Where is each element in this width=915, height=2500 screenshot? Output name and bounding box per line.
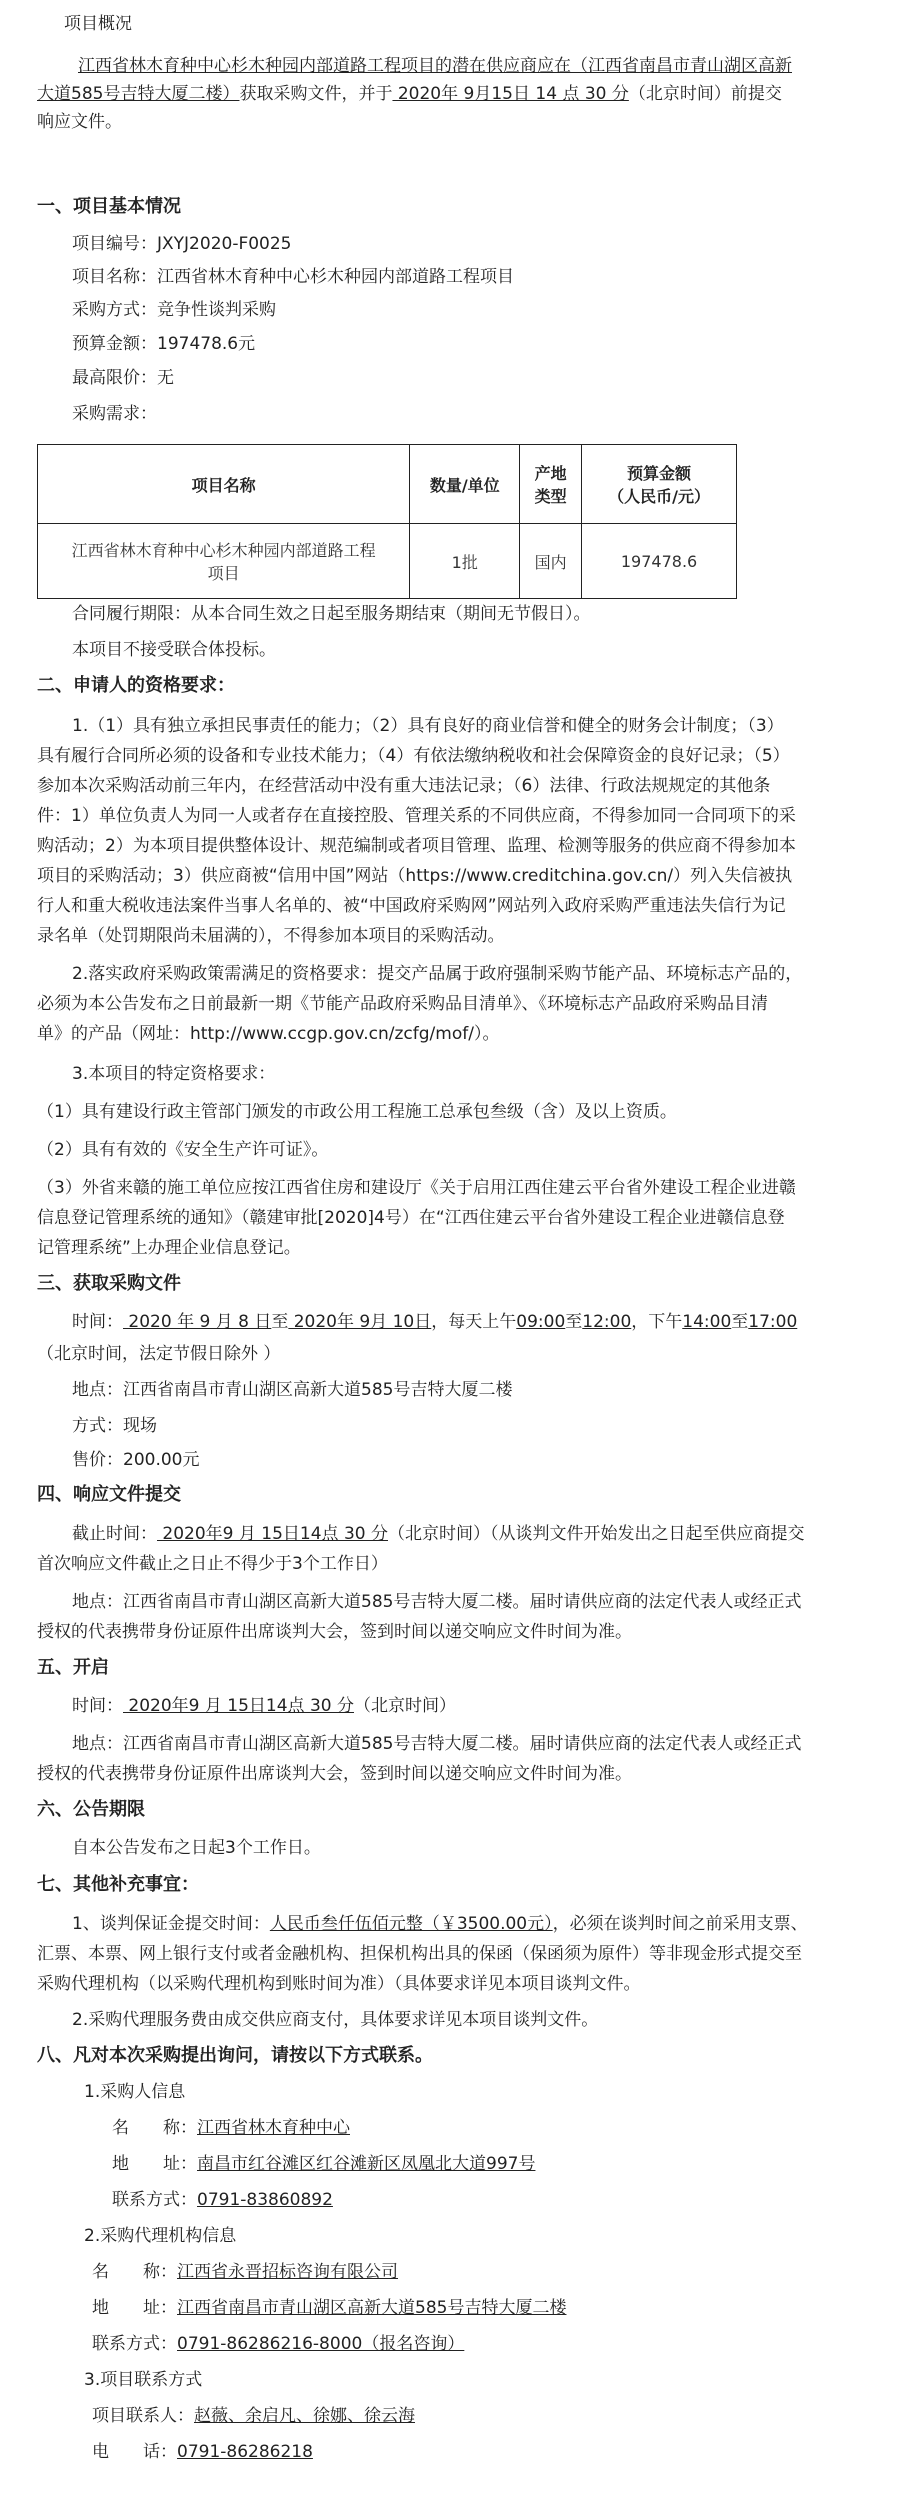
submit-place-l2: 授权的代表携带身份证原件出席谈判大会，签到时间以递交响应文件时间为准。 [37, 1622, 632, 1642]
overview-line-2 [37, 82, 782, 106]
agent-phone [92, 2332, 464, 2356]
obtain-am-start: 09:00 [516, 1312, 566, 1332]
header-origin-l1: 产地 [534, 464, 567, 483]
obtain-pm-start: 14:00 [682, 1312, 732, 1332]
obtain-pm-label: ，下午 [631, 1312, 683, 1332]
agent-name-label: 名 称： [92, 2262, 177, 2282]
section-7-heading: 七、其他补充事宜： [37, 1874, 199, 1895]
overview-deadline: 2020年 9月15日 14 点 30 分 [392, 84, 629, 104]
deposit-l3: 采购代理机构（以采购代理机构到账时间为准）（具体要求详见本项目谈判文件。 [37, 1974, 641, 1994]
qual-p1-l2: 具有履行合同所必须的设备和专业技术能力；（4）有依法缴纳税收和社会保障资金的良好记录；（5） [37, 746, 790, 766]
contact-title: 3.项目联系方式 [84, 2370, 203, 2390]
buyer-address [112, 2152, 535, 2176]
header-quantity: 数量/单位 [410, 445, 520, 524]
obtain-price: 售价：200.00元 [72, 1450, 200, 1470]
section-4-heading: 四、响应文件提交 [37, 1484, 181, 1505]
cell-project-name-l1: 江西省林木育种中心杉木种园内部道路工程 [71, 541, 376, 560]
open-time-label: 时间： [72, 1696, 123, 1716]
qual-p1-l1: 1.（1）具有独立承担民事责任的能力；（2）具有良好的商业信誉和健全的财务会计制度；（3） [72, 716, 784, 736]
buyer-phone [112, 2188, 333, 2212]
obtain-to-1: 至 [271, 1312, 289, 1332]
agent-phone-value: 0791-86286216-8000（报名咨询） [177, 2334, 465, 2354]
open-time [72, 1694, 456, 1718]
open-place-l2: 授权的代表携带身份证原件出席谈判大会，签到时间以递交响应文件时间为准。 [37, 1764, 632, 1784]
qual-p1-l3: 参加本次采购活动前三年内，在经营活动中没有重大违法记录；（6）法律、行政法规规定的其他条 [37, 776, 771, 796]
submit-deadline-label: 截止时间： [72, 1524, 157, 1544]
buyer-name [112, 2116, 350, 2140]
qual-p3: 3.本项目的特定资格要求： [72, 1064, 276, 1084]
contact-phone-label: 电 话： [92, 2442, 177, 2462]
cell-quantity: 1批 [410, 524, 520, 599]
cell-budget: 197478.6 [582, 524, 737, 599]
obtain-to-2: 至 [565, 1312, 583, 1332]
cell-origin: 国内 [520, 524, 582, 599]
obtain-start-date: 2020 年 9 月 8 日 [123, 1312, 272, 1332]
header-budget [582, 445, 737, 524]
qual-p3-1: （1）具有建设行政主管部门颁发的市政公用工程施工总承包叁级（含）及以上资质。 [37, 1102, 677, 1122]
section-5-heading: 五、开启 [37, 1657, 109, 1678]
qual-p2-l2: 必须为本公告发布之日前最新一期《节能产品政府采购品目清单》、《环境标志产品政府采购品目清 [37, 994, 768, 1014]
section-2-heading: 二、申请人的资格要求： [37, 675, 235, 696]
requirements-table [37, 444, 737, 599]
deposit-label: 1、谈判保证金提交时间： [72, 1914, 270, 1934]
qual-p3-3-l3: 记管理系统”上办理企业信息登记。 [37, 1238, 301, 1258]
buyer-name-value: 江西省林木育种中心 [197, 2118, 350, 2138]
agent-name [92, 2260, 398, 2284]
contact-person-value: 赵薇、余启凡、徐娜、徐云海 [194, 2406, 415, 2426]
open-place-l1: 地点：江西省南昌市青山湖区高新大道585号吉特大厦二楼。届时请供应商的法定代表人或经正式 [72, 1734, 802, 1754]
qual-p3-3-l2: 信息登记管理系统的通知》（赣建审批[2020]4号）在“江西住建云平台省外建设工程企业进赣信息登 [37, 1208, 785, 1228]
overview-text: 获取采购文件，并于 [239, 84, 393, 104]
contact-phone [92, 2440, 313, 2464]
agent-title: 2.采购代理机构信息 [84, 2226, 237, 2246]
submit-deadline-l2: 首次响应文件截止之日止不得少于3个工作日） [37, 1554, 388, 1574]
contact-person-label: 项目联系人： [92, 2406, 194, 2426]
contact-person [92, 2404, 415, 2428]
section-1-heading: 一、项目基本情况 [37, 196, 181, 217]
obtain-time [72, 1310, 797, 1334]
procurement-method: 采购方式：竞争性谈判采购 [72, 300, 276, 320]
qual-p1-l5: 购活动；2）为本项目提供整体设计、规范编制或者项目管理、监理、检测等服务的供应商不得参加本 [37, 836, 796, 856]
qual-p1-l8: 录名单（处罚期限尚未届满的），不得参加本项目的采购活动。 [37, 926, 505, 946]
deposit-amount: 人民币叁仟伍佰元整（￥3500.00元） [269, 1914, 553, 1934]
procurement-needs: 采购需求： [72, 404, 157, 424]
budget-amount: 预算金额：197478.6元 [72, 334, 256, 354]
buyer-title: 1.采购人信息 [84, 2082, 186, 2102]
qual-p3-3-l1: （3）外省来赣的施工单位应按江西省住房和建设厅《关于启用江西住建云平台省外建设工程企业进赣 [37, 1178, 796, 1198]
overview-line-1: 江西省林木育种中心杉木种园内部道路工程项目的潜在供应商应在（江西省南昌市青山湖区高新 [78, 56, 792, 76]
buyer-phone-value: 0791-83860892 [197, 2190, 333, 2210]
buyer-phone-label: 联系方式： [112, 2190, 197, 2210]
obtain-mode: 方式：现场 [72, 1416, 157, 1436]
submit-place-l1: 地点：江西省南昌市青山湖区高新大道585号吉特大厦二楼。届时请供应商的法定代表人或经正式 [72, 1592, 802, 1612]
overview-line-3: 响应文件。 [37, 112, 122, 132]
obtain-time-note: （北京时间，法定节假日除外 ） [37, 1344, 281, 1364]
obtain-place: 地点：江西省南昌市青山湖区高新大道585号吉特大厦二楼 [72, 1380, 513, 1400]
agent-phone-label: 联系方式： [92, 2334, 177, 2354]
project-name: 项目名称：江西省林木育种中心杉木种园内部道路工程项目 [72, 267, 514, 287]
submit-deadline-note: （北京时间）（从谈判文件开始发出之日起至供应商提交 [388, 1524, 805, 1544]
qual-p1-l4: 件：1）单位负责人为同一人或者存在直接控股、管理关系的不同供应商，不得参加同一合同项下的采 [37, 806, 796, 826]
submit-deadline-time: 2020年9 月 15日14点 30 分 [157, 1524, 388, 1544]
obtain-to-3: 至 [731, 1312, 749, 1332]
qual-p2-l1: 2.落实政府采购政策需满足的资格要求：提交产品属于政府强制采购节能产品、环境标志产品的， [72, 964, 803, 984]
service-fee: 2.采购代理服务费由成交供应商支付，具体要求详见本项目谈判文件。 [72, 2010, 599, 2030]
notice-period: 自本公告发布之日起3个工作日。 [72, 1838, 321, 1858]
no-consortium: 本项目不接受联合体投标。 [72, 640, 276, 660]
qual-p1-l7: 行人和重大税收违法案件当事人名单的、被“中国政府采购网”网站列入政府采购严重违法失信行为记 [37, 896, 786, 916]
open-time-value: 2020年9 月 15日14点 30 分 [123, 1696, 354, 1716]
submit-deadline [72, 1522, 805, 1546]
header-project-name: 项目名称 [38, 445, 410, 524]
header-budget-l2: （人民币/元） [608, 487, 710, 506]
obtain-time-label: 时间： [72, 1312, 123, 1332]
overview-title: 项目概况 [64, 14, 132, 34]
header-budget-l1: 预算金额 [627, 464, 692, 483]
contact-phone-value: 0791-86286218 [177, 2442, 313, 2462]
qual-p1-l6: 项目的采购活动；3）供应商被“信用中国”网站（https://www.creditchina.gov.cn/）列入失信被执 [37, 866, 793, 886]
project-number: 项目编号：JXYJ2020-F0025 [72, 234, 292, 254]
section-3-heading: 三、获取采购文件 [37, 1273, 181, 1294]
obtain-pm-end: 17:00 [748, 1312, 798, 1332]
max-price: 最高限价：无 [72, 368, 174, 388]
header-origin [520, 445, 582, 524]
open-time-zone: （北京时间） [354, 1696, 456, 1716]
overview-text-2: （北京时间）前提交 [628, 84, 782, 104]
deposit-text: ，必须在谈判时间之前采用支票、 [552, 1914, 808, 1934]
buyer-address-label: 地 址： [112, 2154, 197, 2174]
section-8-heading: 八、凡对本次采购提出询问，请按以下方式联系。 [37, 2045, 433, 2066]
obtain-end-date: 2020年 9月 10日 [288, 1312, 432, 1332]
agent-address-value: 江西省南昌市青山湖区高新大道585号吉特大厦二楼 [177, 2298, 567, 2318]
agent-address-label: 地 址： [92, 2298, 177, 2318]
qual-p3-2: （2）具有有效的《安全生产许可证》。 [37, 1140, 329, 1160]
contract-period: 合同履行期限：从本合同生效之日起至服务期结束（期间无节假日）。 [72, 604, 591, 624]
table-header-row [38, 445, 737, 524]
overview-address: 大道585号吉特大厦二楼） [37, 84, 240, 104]
buyer-name-label: 名 称： [112, 2118, 197, 2138]
cell-project-name [38, 524, 410, 599]
table-row [38, 524, 737, 599]
cell-project-name-l2: 项目 [207, 564, 240, 583]
deposit-l2: 汇票、本票、网上银行支付或者金融机构、担保机构出具的保函（保函须为原件）等非现金形式提交至 [37, 1944, 802, 1964]
agent-name-value: 江西省永晋招标咨询有限公司 [177, 2262, 398, 2282]
agent-address [92, 2296, 566, 2320]
obtain-am-end: 12:00 [582, 1312, 632, 1332]
deposit-l1 [72, 1912, 808, 1936]
section-6-heading: 六、公告期限 [37, 1799, 145, 1820]
header-origin-l2: 类型 [534, 487, 567, 506]
obtain-am-label: ，每天上午 [431, 1312, 517, 1332]
qual-p2-l3: 单》的产品（网址：http://www.ccgp.gov.cn/zcfg/mof/）。 [37, 1024, 500, 1044]
buyer-address-value: 南昌市红谷滩区红谷滩新区凤凰北大道997号 [197, 2154, 536, 2174]
